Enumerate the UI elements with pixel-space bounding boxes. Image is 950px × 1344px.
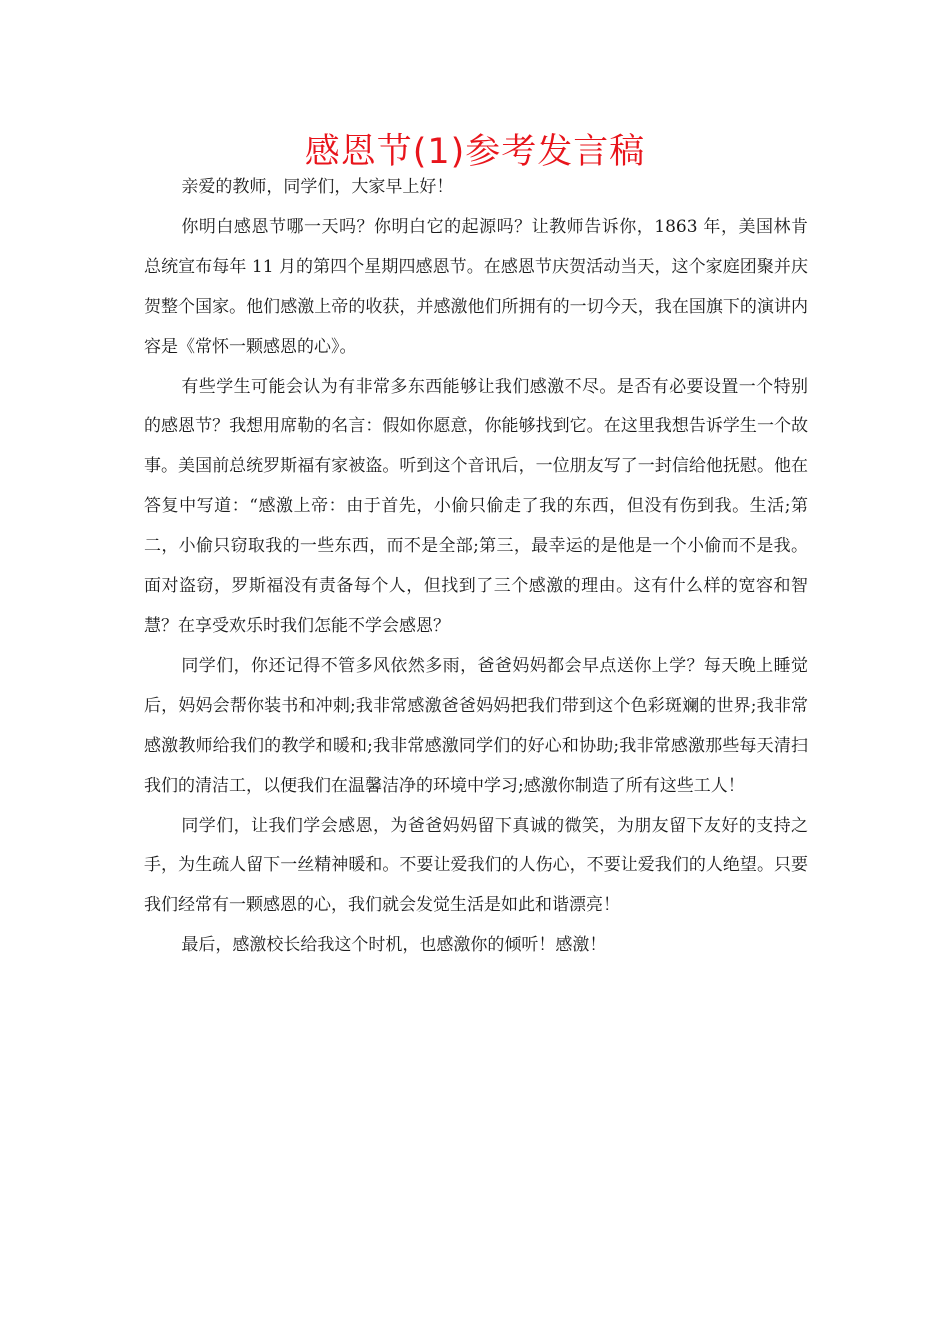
paragraph-story: 有些学生可能会认为有非常多东西能够让我们感激不尽。是否有必要设置一个特别的感恩节？我想用席勒的名言：假如你愿意，你能够找到它。在这里我想告诉学生一个故事。美国前总统罗斯福有家被盗。听到这个音讯后，一位朋友写了一封信给他抚慰。他在答复中写道：“感激上帝：由于首先，小偷只偷走了我的东西，但没有伤到我。生活;第二，小偷只窃取我的一些东西，而不是全部;第三，最幸运的是他是一个小偷而不是我。面对盗窃，罗斯福没有责备每个人，但找到了三个感激的理由。这有什么样的宽容和智慧？在享受欢乐时我们怎能不学会感恩？ — [144, 376, 808, 636]
paragraph-origin: 你明白感恩节哪一天吗？你明白它的起源吗？让教师告诉你，1863 年，美国林肯总统宣布每年 11 月的第四个星期四感恩节。在感恩节庆贺活动当天，这个家庭团聚并庆贺整个国家。他们感激上帝的收获，并感激他们所拥有的一切今天，我在国旗下的演讲内容是《常怀一颗感恩的心》。 — [144, 216, 808, 357]
paragraph-closing: 最后，感激校长给我这个时机，也感激你的倾听！感激！ — [181, 935, 607, 956]
paragraph-greeting: 亲爱的教师，同学们，大家早上好！ — [181, 177, 454, 197]
document-title: 感恩节(1)参考发言稿 — [304, 132, 646, 172]
document-body — [144, 168, 808, 966]
paragraph-gratitude: 同学们，你还记得不管多风依然多雨，爸爸妈妈都会早点送你上学？每天晚上睡觉后，妈妈会帮你装书和冲刺;我非常感激爸爸妈妈把我们带到这个色彩斑斓的世界;我非常感激教师给我们的教学和暖和;我非常感激同学们的好心和协助;我非常感激那些每天清扫我们的清洁工，以便我们在温馨洁净的环境中学习;感激你制造了所有这些工人！ — [144, 655, 808, 796]
paragraph-appeal: 同学们，让我们学会感恩，为爸爸妈妈留下真诚的微笑，为朋友留下友好的支持之手，为生疏人留下一丝精神暖和。不要让爱我们的人伤心，不要让爱我们的人绝望。只要我们经常有一颗感恩的心，我们就会发觉生活是如此和谐漂亮！ — [144, 815, 808, 916]
